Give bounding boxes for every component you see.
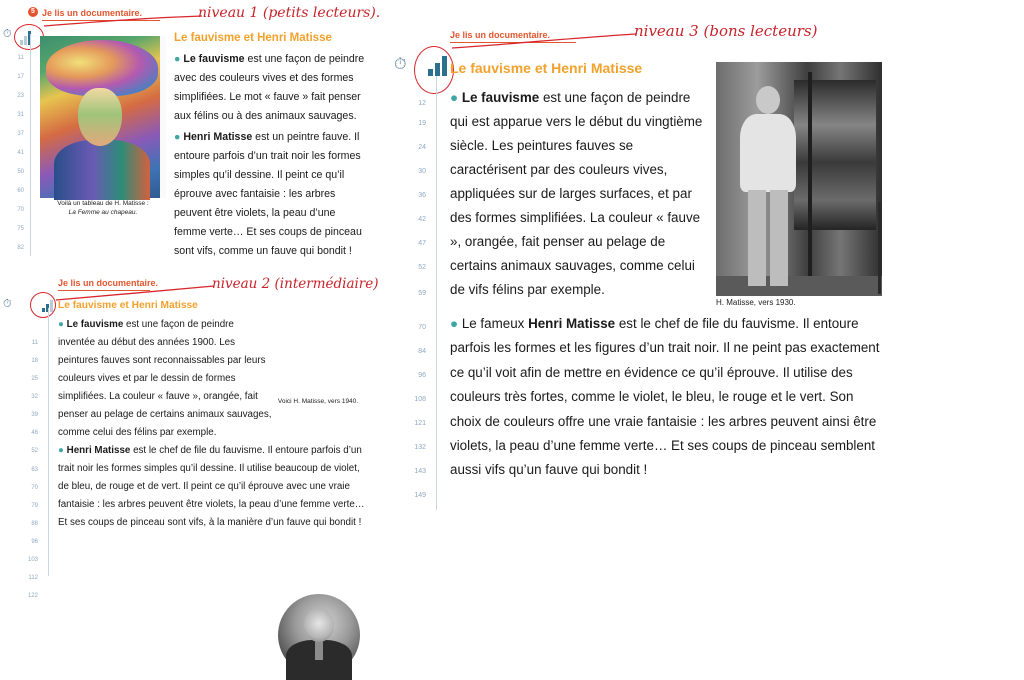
- section-header: Je lis un documentaire.: [450, 30, 551, 40]
- article-body-part2: [58, 442, 370, 532]
- handwritten-note-level-3: niveau 3 (bons lecteurs): [634, 22, 818, 40]
- section-header: Je lis un documentaire.: [58, 278, 159, 288]
- photo-caption: H. Matisse, vers 1930.: [716, 298, 796, 307]
- article-title: Le fauvisme et Henri Matisse: [174, 32, 332, 44]
- panel-level-1: [0, 0, 381, 262]
- paragraph: ● Le fauvisme est une façon de peindre inventée au début des années 1900. Les peintures fauves sont reconnaissables par leurs couleurs vives et par le dessin de formes simplifiées. La couleur « fauve », orangée, fait penser au pelage de certains animaux sauvages, comme celui des félins par exemple.: [58, 319, 272, 438]
- page-badge: 5: [28, 7, 38, 17]
- photo-matisse-1930: [716, 62, 882, 296]
- stopwatch-icon: ⏱: [3, 298, 12, 310]
- paragraph: ● Le fauvisme est une façon de peindre avec des couleurs vives et des formes simplifiées. Le mot « fauve » fait penser aux félins ou à des animaux sauvages.: [174, 53, 365, 122]
- annotation-circle: [30, 292, 56, 318]
- annotation-circle: [414, 46, 454, 94]
- line-numbers: 12 19 24 30 36 42 47 52 59 70 84 96 108 121 132 143 149: [414, 100, 426, 499]
- bullet-icon: ●: [174, 131, 184, 143]
- painting-femme-au-chapeau: [40, 36, 164, 198]
- margin-rule: [48, 308, 49, 576]
- line-numbers: 11 18 25 32 39 46 52 63 70 79 88 96 103 112 122: [27, 340, 38, 599]
- caption-line: Voilà un tableau de H. Matisse :: [57, 200, 149, 207]
- line-numbers: 11 17 23 31 37 41 50 60 70 75 82: [17, 55, 24, 251]
- article-body-part2: [450, 312, 882, 483]
- panel-level-2: [0, 276, 379, 599]
- article-body-part1: [450, 86, 706, 302]
- caption-title: La Femme au chapeau.: [68, 209, 138, 216]
- margin-rule: [436, 76, 437, 510]
- stopwatch-icon: ⏱: [394, 56, 407, 73]
- bullet-icon: ●: [58, 319, 67, 330]
- photo-caption: Voici H. Matisse, vers 1940.: [277, 398, 359, 405]
- panel-level-3: [394, 22, 888, 512]
- bullet-icon: ●: [174, 53, 184, 65]
- paragraph: ● Le fauvisme est une façon de peindre qui est apparue vers le début du vingtième siècle. Les peintures fauves se caractérisent par des couleurs vives, appliquées sur de larges surfaces, et par des formes simplifiées. La couleur « fauve », orangée, fait penser au pelage de certains animaux sauvages, comme celui de vifs félins par exemple.: [450, 90, 703, 297]
- handwritten-note-level-2: niveau 2 (intermédiaire): [212, 276, 379, 292]
- paragraph: ● Le fameux Henri Matisse est le chef de file du fauvisme. Il entoure parfois les formes et les figures d’un trait noir. Il ne peint pas exactement ce qu’il voit afin de mettre en évidence ce qu’il éprouve. Il utilise des couleurs très fortes, comme le violet, le bleu, le rouge et le vert. Son choix de couleurs offre une vraie fantaisie : les arbres peuvent ainsi être violets, la peau d’une femme verte… Et ses coups de pinceau semblent aussi vifs qu’un fauve qui bondit !: [450, 316, 880, 478]
- margin-rule: [30, 34, 31, 256]
- page-edge: [878, 202, 881, 294]
- photo-matisse-1940: [278, 594, 360, 676]
- paragraph: ● Henri Matisse est un peintre fauve. Il entoure parfois d’un trait noir les formes simples qu’il dessine. Il peint ce qu’il éprouve avec fantaisie : les arbres peuvent être violets, la peau d’une femme verte… Et ses coups de pinceau sont vifs, comme un fauve qui bondit !: [174, 131, 362, 257]
- stopwatch-icon: ⏱: [3, 28, 12, 40]
- handwritten-note-level-1: niveau 1 (petits lecteurs).: [198, 5, 381, 21]
- bullet-icon: ●: [58, 445, 67, 456]
- annotation-arrow: [44, 10, 204, 30]
- article-title: Le fauvisme et Henri Matisse: [450, 60, 643, 76]
- annotation-arrow: [452, 28, 638, 52]
- article-title: Le fauvisme et Henri Matisse: [58, 300, 198, 311]
- paragraph: ● Henri Matisse est le chef de file du fauvisme. Il entoure parfois d’un trait noir les formes simples qu’il dessine. Il utilise beaucoup de violet, de bleu, de rouge et de vert. Il peint ce qu’il éprouve avec une vraie fantaisie : les arbres peuvent être violets, la peau d’une femme verte… Et ses coups de pinceau sont vifs, à la manière d’un fauve qui bondit !: [58, 445, 365, 528]
- bullet-icon: ●: [450, 90, 462, 105]
- article-body: [174, 50, 370, 261]
- article-body-part1: [58, 316, 272, 442]
- section-header: Je lis un documentaire.: [42, 8, 143, 18]
- painting-caption: [40, 199, 166, 217]
- bullet-icon: ●: [450, 316, 462, 331]
